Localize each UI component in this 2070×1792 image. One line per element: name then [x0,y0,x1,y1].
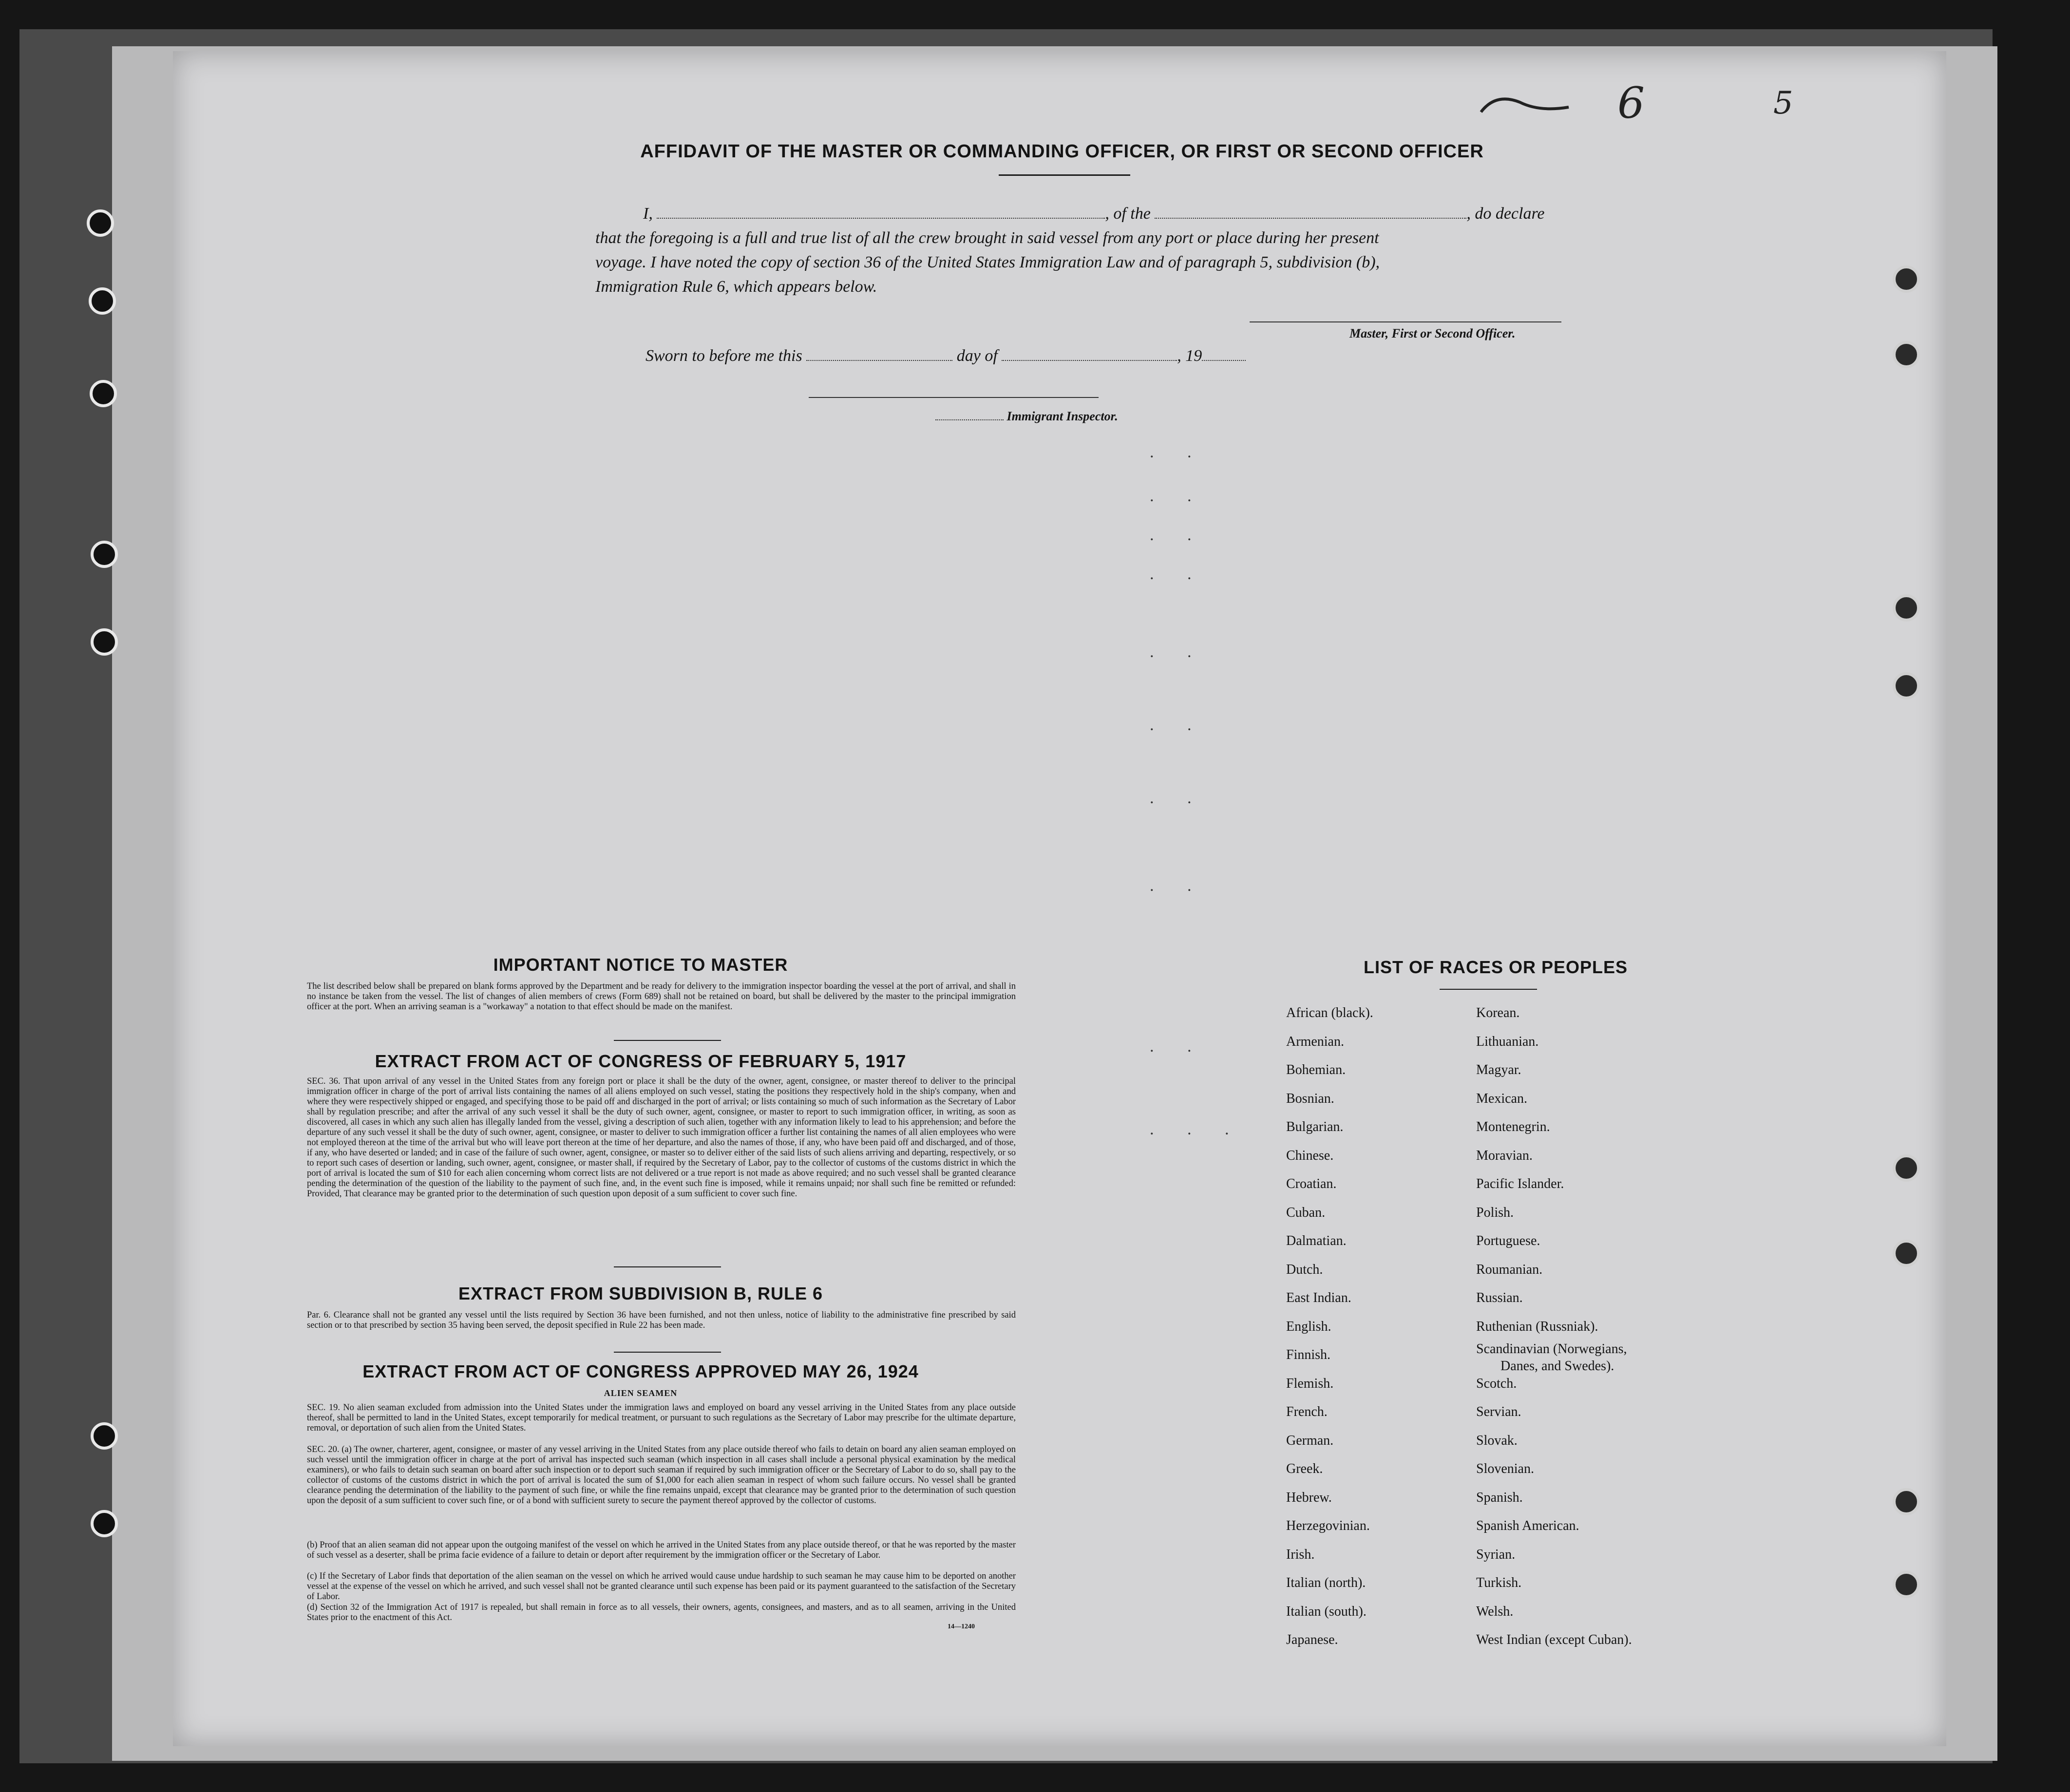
race-item: Korean. [1476,1005,1520,1020]
race-item: English. [1286,1319,1331,1334]
faint-column-dots: . . [1150,716,1206,734]
page-hole [1893,672,1920,699]
race-item: Scotch. [1476,1376,1517,1391]
sworn-year: , 19 [1177,347,1202,365]
race-item: Syrian. [1476,1547,1516,1562]
binder-hole [91,541,118,568]
race-item: Dutch. [1286,1262,1323,1277]
race-item: Magyar. [1476,1062,1521,1077]
sec20-text: SEC. 20. (a) The owner, charterer, agent, consignee, or master of any vessel arriving in the United States from any place outside thereof who fails to detain on board any alien seaman employed on such vessel until the immigration officer in charge at the port of arrival has inspected such seaman (which inspection in all cases shall include a personal physical examination by the medical examiners), or who fails to detain such seaman on board after such inspection or to deport such seaman if required by such immigration officer or the Secretary of Labor to do so, shall pay to the collector of customs of the customs district in which the port of arrival is located the sum of $1,000 for each alien seaman in respect of whom such failure occurs. No vessel shall be granted clearance pending the determination of the liability to the payment of such fine, or while the fine remains unpaid, except that clearance may be granted prior to the determination of such question upon the deposit of a sum sufficient to cover such fine, or of a bond with sufficient surety to secure the payment thereof approved by the collector of customs. [307,1445,1016,1506]
page-hole [1893,341,1920,368]
race-item: Cuban. [1286,1205,1326,1220]
race-item: Turkish. [1476,1575,1522,1590]
race-item: Lithuanian. [1476,1034,1539,1049]
race-item: Croatian. [1286,1176,1337,1191]
race-item: Polish. [1476,1205,1514,1220]
sworn-line [646,347,1246,365]
race-item: German. [1286,1433,1334,1448]
page-hole [1893,1240,1920,1267]
inspector-signature-line[interactable] [809,397,1099,398]
faint-column-dots: . . [1150,643,1206,661]
vessel-blank[interactable] [1155,205,1466,219]
inspector-caption: Immigrant Inspector. [1007,409,1118,423]
affidavit-title: AFFIDAVIT OF THE MASTER OR COMMANDING OFFICER, OR FIRST OR SECOND OFFICER [640,141,1484,162]
race-item: Russian. [1476,1290,1523,1305]
page-hole [1893,1488,1920,1515]
races-divider [1440,989,1537,990]
page-hole [1893,265,1920,293]
master-caption: Master, First or Second Officer. [1349,326,1516,340]
inspector-blank [935,412,1004,420]
sworn-day-label: day of [956,347,998,365]
sec20b-text: (b) Proof that an alien seaman did not appear upon the outgoing manifest of the vessel on which he arrived in the United States from any place outside thereof, or that he was reported by the master of such vessel as a deserter, shall be prima facie evidence of a failure to detain or deport after requirement by the immigration officer or the Secretary of Labor. [307,1540,1016,1560]
race-item: Chinese. [1286,1148,1334,1163]
race-item: Finnish. [1286,1347,1331,1362]
sec20d-text: (d) Section 32 of the Immigration Act of 1917 is repealed, but shall remain in force as to all vessels, their owners, agents, consignees, and masters, and as to all seamen, arriving in the United States prior to the enactment of this Act. [307,1603,1016,1622]
faint-column-dots: . . [1150,443,1206,461]
faint-column-dots: . . [1150,526,1206,544]
race-continuation: Danes, and Swedes). [1500,1358,1614,1374]
master-signature-line[interactable] [1250,321,1561,322]
race-item: West Indian (except Cuban). [1476,1632,1632,1647]
race-item: French. [1286,1404,1328,1419]
binder-hole [91,1510,118,1537]
race-item: Hebrew. [1286,1490,1332,1505]
faint-column-dots: . . [1150,789,1206,807]
race-item: Ruthenian (Russniak). [1476,1319,1598,1334]
race-item: Spanish American. [1476,1518,1579,1533]
binder-hole [91,628,118,656]
race-item: Herzegovinian. [1286,1518,1370,1533]
page-hole [1893,1571,1920,1598]
sec20c-text: (c) If the Secretary of Labor finds that deportation of the alien seaman on the vessel on which he arrived would cause undue hardship to such seaman he may cause him to be deported on another vessel at the expense of the vessel on which he arrived, and such vessel shall not be granted clearance until such expense has been paid or its payment guaranteed to the satisfaction of the Secretary of Labor. [307,1571,1016,1602]
affidavit-line-2: that the foregoing is a full and true list of all the crew brought in said vessel from any port or place during her present [595,229,1379,247]
sworn-month-blank[interactable] [1002,347,1177,361]
extract-rule6-text: Par. 6. Clearance shall not be granted any vessel until the lists required by Section 36 have been furnished, and not then unless, notice of liability to the administrative fine prescribed by said section or to that prescribed by section 35 having been served, the deposit specified in Rule 22 has been made. [307,1310,1016,1330]
race-item: Moravian. [1476,1148,1533,1163]
race-item: Bulgarian. [1286,1119,1344,1134]
affidavit-i: I, [643,205,653,223]
faint-column-dots: . . [1150,877,1206,895]
race-item: Bosnian. [1286,1091,1334,1106]
race-item: Greek. [1286,1461,1323,1476]
alien-seamen-heading: ALIEN SEAMEN [604,1388,678,1398]
extract-rule6-title: EXTRACT FROM SUBDIVISION B, RULE 6 [458,1283,823,1303]
race-item: Bohemian. [1286,1062,1346,1077]
sec19-text: SEC. 19. No alien seaman excluded from admission into the United States under the immigration laws and employed on board any vessel arriving in the United States from any place outside thereof, shall be permitted to land in the United States, except temporarily for medical treatment, or pursuant to such regulations as the Secretary of Labor may prescribe for the ultimate departure, removal, or deportation of such alien from the United States. [307,1403,1016,1433]
affidavit-line-3: voyage. I have noted the copy of section 36 of the United States Immigration Law and of paragraph 5, subdivision (b), [595,253,1380,271]
affidavit-line-1 [643,205,1545,223]
extract-1917-text: SEC. 36. That upon arrival of any vessel in the United States from any foreign port or place it shall be the duty of the owner, agent, consignee, or master thereof to deliver to the principal immigration officer in charge of the port of arrival lists containing the names of all aliens employed on such vessel, stating the positions they respectively hold in the ship's company, when and where they were respectively shipped or engaged, and specifying those to be paid off and discharged in the port of arrival; or lists containing so much of such information as the Secretary of Labor shall by regulation prescribe; and after the arrival of any such vessel it shall be the duty of such owner, agent, consignee, or master to report to such immigration officer, in writing, as soon as discovered, all cases in which any such alien has illegally landed from the vessel, giving a description of such alien, together with any information likely to lead to his apprehension; and before the departure of any such vessel it shall be the duty of such owner, agent, consignee, or master to deliver to such immigration officer a further list containing the names of all alien employees who were not employed thereon at the time of the arrival but who will leave port thereon at the time of her departure, and also the names of those, if any, who have been paid off and discharged, and of those, if any, who have deserted or landed; and in case of the failure of such owner, agent, consignee, or master so to deliver either of the said lists of such aliens arriving and departing, respectively, or so to report such cases of desertion or landing, such owner, agent, consignee, or master shall, if required by the Secretary of Labor, pay to the collector of customs of the customs district in which the port of arrival is located the sum of $10 for each alien concerning whom correct lists are not delivered or a true report is not made as above required; and no such vessel shall be granted clearance pending the determination of the question of the liability to the payment of such fine, and, in the event such fine is imposed, while it remains unpaid; nor shall such fine be remitted or refunded: Provided, That clearance may be granted prior to the determination of such question upon deposit of a sum sufficient to cover such fine. [307,1076,1016,1199]
race-item: Italian (north). [1286,1575,1366,1590]
race-item: Roumanian. [1476,1262,1543,1277]
binder-hole [91,1422,118,1450]
name-blank[interactable] [657,205,1105,219]
race-item: Montenegrin. [1476,1119,1550,1134]
race-item: Slovak. [1476,1433,1518,1448]
race-item: Portuguese. [1476,1233,1540,1248]
race-item: East Indian. [1286,1290,1351,1305]
divider [614,1040,721,1041]
handwritten-page-number-left: 6 [1617,78,1645,128]
race-item: Italian (south). [1286,1603,1367,1619]
affidavit-line-4: Immigration Rule 6, which appears below. [595,278,877,296]
affidavit-of-the: , of the [1105,205,1151,223]
notice-text: The list described below shall be prepared on blank forms approved by the Department and be ready for delivery to the immigration inspector boarding the vessel at the port of arrival, and shall in no instance be taken from the vessel. The list of changes of alien members of crews (Form 689) shall not be retained on board, but shall be delivered by the master to the principal immigration officer at the port. When an arriving seaman is a "workaway" a notation to that effect should be made on the manifest. [307,981,1016,1012]
notice-title: IMPORTANT NOTICE TO MASTER [493,955,788,975]
faint-column-dots: . . . [1150,1120,1244,1138]
race-item: Armenian. [1286,1034,1344,1049]
faint-column-dots: . . [1150,1037,1206,1056]
faint-column-dots: . . [1150,565,1206,583]
sworn-prefix: Sworn to before me this [646,347,802,365]
race-item: Mexican. [1476,1091,1527,1106]
race-item: Irish. [1286,1547,1315,1562]
race-item: Scandinavian (Norwegians, [1476,1341,1627,1357]
race-item: Pacific Islander. [1476,1176,1564,1191]
faint-column-dots: . . [1150,487,1206,505]
race-item: Welsh. [1476,1603,1514,1619]
title-rule [999,174,1130,176]
race-item: African (black). [1286,1005,1373,1020]
race-item: Slovenian. [1476,1461,1534,1476]
binder-hole [89,287,116,315]
handwritten-scribble [1476,88,1574,127]
divider [614,1352,721,1353]
binder-hole [87,209,114,237]
form-number: 14—1240 [948,1623,975,1630]
race-item: Japanese. [1286,1632,1338,1647]
race-item: Flemish. [1286,1376,1334,1391]
page-hole [1893,594,1920,622]
inspector-caption-wrap [935,409,1118,424]
race-item: Spanish. [1476,1490,1523,1505]
binder-hole [90,380,117,407]
page-hole [1893,1154,1920,1182]
affidavit-declare: , do declare [1466,205,1545,223]
sworn-day-blank[interactable] [806,347,952,361]
handwritten-page-number-right: 5 [1773,85,1793,121]
race-item: Dalmatian. [1286,1233,1347,1248]
divider [614,1266,721,1267]
races-title: LIST OF RACES OR PEOPLES [1363,957,1628,977]
extract-1924-title: EXTRACT FROM ACT OF CONGRESS APPROVED MAY 26, 1924 [362,1361,919,1381]
extract-1917-title: EXTRACT FROM ACT OF CONGRESS OF FEBRUARY 5, 1917 [375,1051,907,1071]
sworn-year-blank[interactable] [1202,347,1246,361]
race-item: Servian. [1476,1404,1521,1419]
